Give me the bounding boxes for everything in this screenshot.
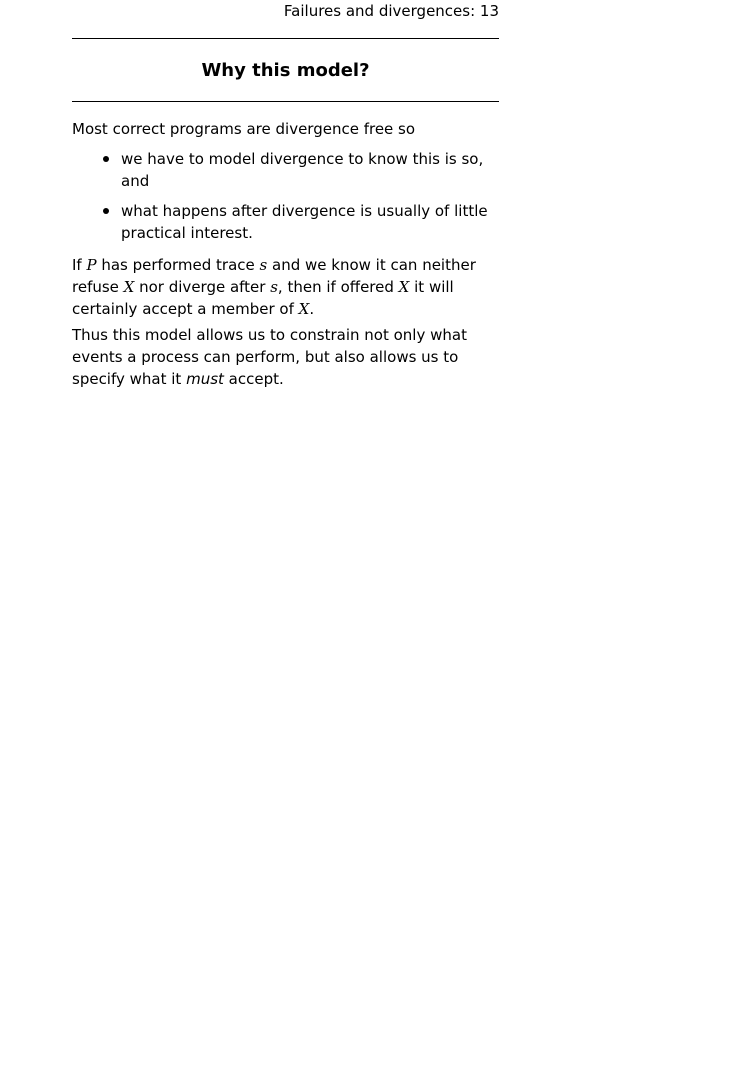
- trace-paragraph: [72, 254, 502, 320]
- math-trace-s: s: [270, 278, 278, 296]
- bullet-icon: [103, 208, 109, 214]
- math-trace-s: s: [259, 256, 268, 274]
- bottom-rule: [72, 101, 499, 102]
- running-header: Failures and divergences: 13: [283, 2, 499, 20]
- math-process-p: P: [86, 256, 97, 274]
- bullet-icon: [103, 156, 109, 162]
- bullet-item: [72, 148, 502, 192]
- text-run: , then if offered: [277, 278, 399, 296]
- bullet-item: [72, 200, 502, 244]
- text-run: If: [72, 256, 87, 274]
- bullet-list: [72, 148, 502, 244]
- slide-body: [72, 118, 502, 390]
- emphasis-must: must: [186, 370, 224, 388]
- text-run: .: [309, 300, 315, 318]
- text-run: accept.: [223, 370, 284, 388]
- text-run: has performed trace: [96, 256, 260, 274]
- math-set-x: X: [298, 300, 310, 318]
- intro-paragraph: Most correct programs are divergence free so: [72, 120, 416, 138]
- slide-title: Why this model?: [201, 60, 370, 81]
- constraint-paragraph: [72, 324, 502, 390]
- top-rule: [72, 38, 499, 39]
- bullet-text: what happens after divergence is usually of little practical interest.: [121, 202, 488, 242]
- text-run: Thus this model allows us to constrain not only what events a process can perform, but also allows us to specify what it: [72, 326, 467, 388]
- text-run: nor diverge after: [134, 278, 271, 296]
- bullet-text: we have to model divergence to know this is so, and: [121, 150, 484, 190]
- math-set-x: X: [398, 278, 410, 296]
- text-run: and we know it can neither refuse: [72, 256, 476, 296]
- math-set-x: X: [123, 278, 135, 296]
- text-run: it will certainly accept a member of: [72, 278, 454, 318]
